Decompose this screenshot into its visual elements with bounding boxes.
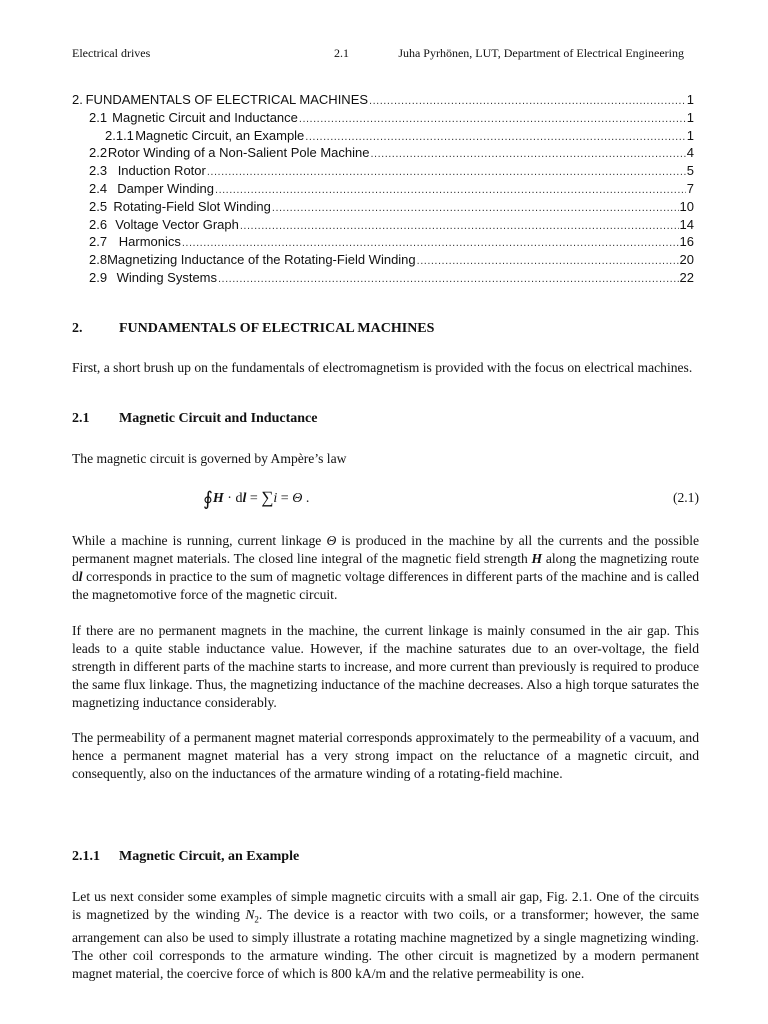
toc-entry[interactable] — [72, 198, 694, 216]
ampere-law-lead: The magnetic circuit is governed by Ampère’s law — [72, 451, 347, 466]
header-course-title: Electrical drives — [72, 46, 151, 60]
section-number: 2.1.1 — [72, 849, 100, 864]
toc-entry-number: 2.1.1 — [105, 127, 134, 143]
section-title: FUNDAMENTALS OF ELECTRICAL MACHINES — [119, 321, 435, 336]
toc-entry[interactable] — [72, 251, 694, 269]
toc-entry-page: 7 — [686, 180, 694, 196]
section-heading-2-1 — [72, 410, 317, 428]
toc-entry-page: 1 — [686, 109, 694, 125]
toc-entry[interactable] — [72, 180, 694, 198]
toc-entry[interactable] — [72, 109, 694, 127]
section-heading-2-1-1 — [72, 848, 299, 866]
header-page-number: 2.1 — [334, 46, 349, 60]
toc-entry-page: 14 — [679, 216, 694, 232]
toc-entry[interactable] — [72, 127, 694, 145]
toc-entry-number: 2.1 — [89, 109, 108, 125]
toc-entry-title: FUNDAMENTALS OF ELECTRICAL MACHINES — [85, 92, 369, 107]
running-header — [72, 46, 684, 64]
toc-entry[interactable] — [72, 162, 694, 180]
section-title: Magnetic Circuit and Inductance — [119, 411, 318, 426]
toc-dot-leader — [370, 146, 685, 164]
toc-entry-number: 2.4 — [89, 180, 108, 196]
permeability-paragraph: The permeability of a permanent magnet material corresponds approximately to the permeability of a vacuum, and hence a permanent magnet material has a very strong impact on the reluctance of a magnetic circuit, and consequently, also on the inductances of the armature winding of a rotating-field machine. — [72, 730, 699, 781]
toc-entry-number: 2.9 — [89, 269, 108, 285]
intro-paragraph-block — [72, 359, 699, 377]
toc-dot-leader — [240, 218, 679, 236]
section-number: 2. — [72, 321, 83, 336]
toc-dot-leader — [369, 93, 686, 111]
toc-dot-leader — [272, 200, 679, 218]
toc-entry[interactable] — [72, 233, 694, 251]
toc-entry-number: 2.7 — [89, 234, 108, 250]
equation-number: (2.1) — [672, 490, 699, 505]
paragraph-block-4 — [72, 888, 699, 983]
intro-paragraph: First, a short brush up on the fundamentals of electromagnetism is provided with the focus on electrical machines. — [72, 360, 693, 375]
toc-entry-title: Damper Winding — [117, 180, 215, 196]
paragraph-block-2 — [72, 622, 699, 712]
toc-entry-number: 2.3 — [89, 163, 108, 179]
toc-entry-page: 5 — [686, 163, 694, 179]
toc-entry-title: Induction Rotor — [117, 163, 206, 179]
table-of-contents — [72, 91, 694, 287]
paragraph-block-3 — [72, 729, 699, 783]
current-linkage-paragraph: While a machine is running, current linkage Θ is produced in the machine by all the currents and the possible permanent magnet materials. The closed line integral of the magnetic field strength H along the magnetizing route dl corresponds in practice to the sum of magnetic voltage differences in different parts of the machine and is called the magnetomotive force of the magnetic circuit. — [72, 533, 700, 602]
example-paragraph: Let us next consider some examples of simple magnetic circuits with a small air gap, Fig. 2.1. One of the circuits is magnetized by the winding $N_2$. The device is a reactor with two coils, or a transformer; however, the same arrangement can also be used to simply illustrate a rotating machine magnetized by a single magnetizing winding. The other coil corresponds to the armature winding. The other circuit is magnetized by a modern permanent magnet material, the coercive force of which is 800 kA/m and the relative permeability is one. — [72, 889, 699, 981]
toc-entry-page: 4 — [686, 145, 694, 161]
toc-entry-number: 2.2 — [89, 145, 108, 161]
lead-paragraph-block — [72, 450, 699, 468]
toc-entry-title: Magnetizing Inductance of the Rotating-Field Winding — [107, 252, 416, 268]
toc-entry-page: 22 — [679, 269, 694, 285]
toc-entry-title: Harmonics — [118, 234, 181, 250]
section-heading-2 — [72, 320, 434, 338]
toc-entry-page: 1 — [686, 92, 694, 107]
toc-dot-leader — [417, 253, 679, 271]
header-author: Juha Pyrhönen, LUT, Department of Electrical Engineering — [398, 46, 684, 60]
toc-entry-page: 10 — [679, 198, 694, 214]
toc-entry-title: Magnetic Circuit and Inductance — [112, 109, 298, 125]
toc-dot-leader — [299, 111, 686, 129]
toc-entry-page: 1 — [686, 127, 694, 143]
toc-entry-number: 2.8 — [89, 252, 108, 268]
section-number: 2.1 — [72, 411, 90, 426]
section-title: Magnetic Circuit, an Example — [119, 849, 300, 864]
toc-entry-title: Voltage Vector Graph — [115, 216, 239, 232]
toc-entry-title: Rotor Winding of a Non-Salient Pole Machine — [107, 145, 370, 161]
toc-dot-leader — [207, 164, 686, 182]
toc-entry[interactable] — [72, 216, 694, 234]
toc-entry-title: Winding Systems — [116, 269, 217, 285]
toc-entry[interactable] — [72, 269, 694, 287]
toc-entry-page: 20 — [679, 252, 694, 268]
toc-entry-title: Rotating-Field Slot Winding — [113, 198, 271, 214]
toc-entry-number: 2. — [72, 92, 83, 107]
ampere-law-equation: ∮H · dl = ∑i = Θ . — [203, 488, 310, 510]
toc-entry[interactable] — [72, 144, 694, 162]
paragraph-block-1 — [72, 532, 699, 604]
equation-2-1 — [72, 486, 699, 512]
toc-entry[interactable] — [72, 91, 694, 109]
toc-dot-leader — [215, 182, 686, 200]
toc-entry-title: Magnetic Circuit, an Example — [135, 127, 305, 143]
toc-entry-number: 2.6 — [89, 216, 108, 232]
toc-entry-page: 16 — [679, 234, 694, 250]
toc-entry-number: 2.5 — [89, 198, 108, 214]
saturation-paragraph: If there are no permanent magnets in the machine, the current linkage is mainly consumed in the air gap. This leads to a quite stable inductance value. However, if the machine saturates due to an over-voltage, the field strength in different parts of the machine starts to increase, and more current than previously is required to produce the same flux linkage. Thus, the magnetizing inductance of the machine decreases. Also a high torque saturates the magnetizing inductance considerably. — [72, 623, 699, 710]
toc-dot-leader — [218, 271, 679, 289]
